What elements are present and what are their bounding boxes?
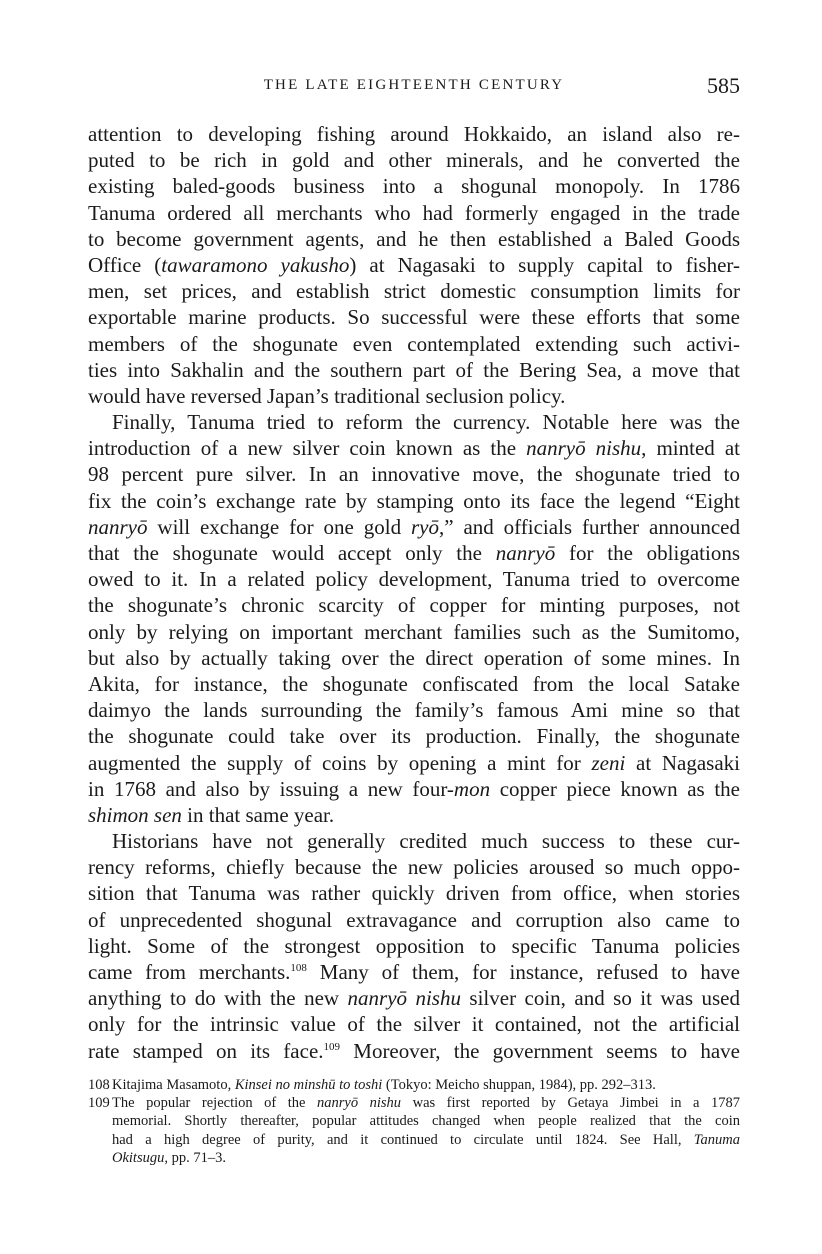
- footnote-line: memorial. Shortly thereafter, popular attitudes changed when people realized that the coin: [112, 1113, 740, 1130]
- body-line: but also by actually taking over the direct operation of some mines. In: [88, 645, 740, 670]
- body-line: to become government agents, and he then established a Baled Goods: [88, 226, 740, 251]
- italic-title: Kinsei no minshū to toshi: [234, 1077, 383, 1093]
- body-line: men, set prices, and establish strict domestic consumption limits for: [88, 279, 740, 304]
- italic-title: Tanuma: [693, 1131, 740, 1148]
- body-line: fix the coin’s exchange rate by stamping onto its face the legend “Eight: [88, 488, 740, 513]
- italic-term: mon: [453, 776, 491, 801]
- body-line: shimon sen in that same year.: [88, 802, 335, 827]
- body-line: nanryō will exchange for one gold ryō,” and officials further announced: [88, 514, 740, 539]
- italic-term: nanryō: [88, 514, 148, 539]
- italic-title: Okitsugu: [112, 1149, 165, 1166]
- body-line: ties into Sakhalin and the southern part of the Bering Sea, a move that: [88, 357, 740, 382]
- italic-term: nanryō nishu: [347, 986, 461, 1011]
- italic-term: nanryō: [495, 541, 556, 565]
- italic-term: ryō: [410, 514, 439, 539]
- body-line: introduction of a new silver coin known as the nanryō nishu, minted at: [88, 436, 740, 461]
- page-number: 585: [707, 73, 740, 98]
- body-line: Office (tawaramono yakusho) at Nagasaki to supply capital to fisher-: [88, 252, 740, 277]
- footnote-109: 109 The popular rejection of the nanryō nishu was first reported by Getaya Jimbei in a 1787: [88, 1095, 740, 1112]
- italic-term: nanryō nishu: [317, 1095, 402, 1112]
- running-title: THE LATE EIGHTEENTH CENTURY: [263, 77, 565, 93]
- body-line: daimyo the lands surrounding the family’s famous Ami mine so that: [88, 698, 740, 723]
- italic-term: nanryō nishu: [526, 436, 642, 461]
- italic-term: shimon sen: [88, 802, 182, 827]
- body-line: rate stamped on its face.$^{109}$ Moreover, the government seems to have: [88, 1038, 740, 1063]
- body-line: would have reversed Japan’s traditional seclusion policy.: [88, 383, 566, 408]
- footnote-number: 109: [88, 1095, 110, 1112]
- footnote-ref-108[interactable]: 108: [290, 962, 307, 974]
- footnote-number: 108: [88, 1077, 110, 1093]
- body-line: Akita, for instance, the shogunate confiscated from the local Satake: [88, 671, 740, 696]
- body-line: of unprecedented shogunal extravagance and corruption also came to: [88, 907, 740, 932]
- body-line: the shogunate could take over its production. Finally, the shogunate: [88, 724, 740, 749]
- paragraph-start-line: Finally, Tanuma tried to reform the currency. Notable here was the: [112, 410, 740, 435]
- italic-term: zeni: [591, 750, 626, 775]
- body-line: that the shogunate would accept only the nanryō for the obligations: [88, 541, 740, 565]
- body-line: Tanuma ordered all merchants who had formerly engaged in the trade: [88, 200, 740, 225]
- body-line: came from merchants.$^{108}$ Many of them, for instance, refused to have: [88, 960, 740, 984]
- body-line: 98 percent pure silver. In an innovative move, the shogunate tried to: [88, 462, 740, 487]
- body-line: augmented the supply of coins by opening a mint for zeni at Nagasaki: [88, 750, 740, 775]
- body-line: only by relying on important merchant families such as the Sumitomo,: [88, 619, 740, 644]
- paragraph-start-line: Historians have not generally credited much success to these cur-: [112, 829, 740, 854]
- body-line: puted to be rich in gold and other minerals, and he converted the: [88, 148, 740, 173]
- footnote-ref-109[interactable]: 109: [323, 1040, 341, 1053]
- body-line: in 1768 and also by issuing a new four-mon copper piece known as the: [88, 776, 740, 801]
- body-text: [88, 121, 740, 1064]
- footnote-line: Okitsugu, pp. 71–3.: [112, 1149, 226, 1166]
- body-line: light. Some of the strongest opposition to specific Tanuma policies: [88, 933, 740, 958]
- body-line: only for the intrinsic value of the silver it contained, not the artificial: [88, 1012, 740, 1037]
- body-line: members of the shogunate even contemplated extending such activi-: [88, 331, 740, 356]
- body-line: owed to it. In a related policy development, Tanuma tried to overcome: [88, 567, 740, 592]
- body-line: sition that Tanuma was rather quickly driven from office, when stories: [88, 881, 740, 906]
- body-line: attention to developing fishing around Hokkaido, an island also re-: [88, 122, 740, 146]
- footnote-108: 108 Kitajima Masamoto, Kinsei no minshū to toshi (Tokyo: Meicho shuppan, 1984), pp. 292–313.: [88, 1077, 656, 1093]
- body-line: the shogunate’s chronic scarcity of copper for minting purposes, not: [88, 593, 740, 618]
- body-line: anything to do with the new nanryō nishu silver coin, and so it was used: [88, 986, 740, 1011]
- body-line: existing baled-goods business into a shogunal monopoly. In 1786: [88, 174, 740, 199]
- footnote-line: had a high degree of purity, and it continued to circulate until 1824. See Hall, Tanuma: [112, 1131, 740, 1148]
- footnotes: [88, 1076, 740, 1167]
- running-head: [88, 73, 740, 98]
- body-line: rency reforms, chiefly because the new policies aroused so much oppo-: [88, 855, 740, 880]
- body-line: exportable marine products. So successful were these efforts that some: [88, 305, 740, 330]
- italic-term: tawaramono yakusho: [161, 252, 350, 277]
